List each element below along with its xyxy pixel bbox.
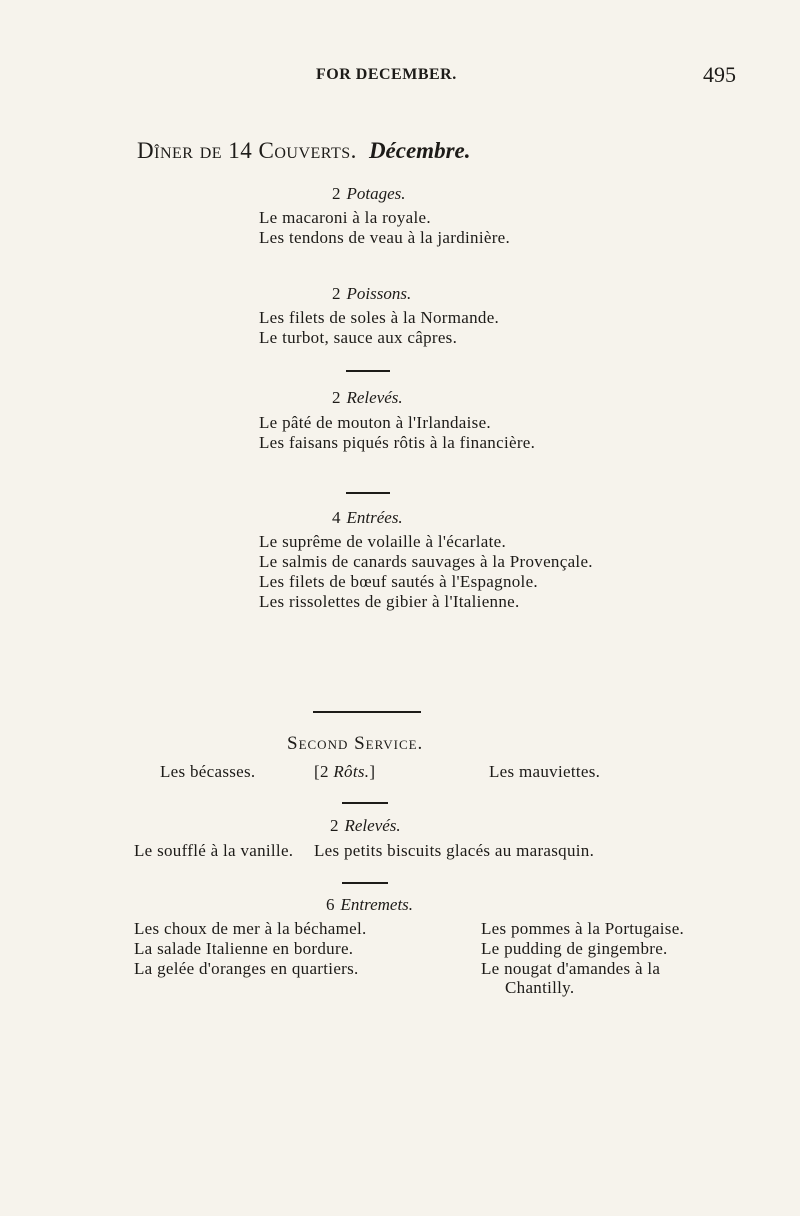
entremets-count: 6 <box>326 895 335 914</box>
poisson-item: Les filets de soles à la Normande. <box>259 308 500 327</box>
section-divider <box>346 492 390 494</box>
potage-item: Les tendons de veau à la jardinière. <box>259 228 511 247</box>
releves-count: 2 <box>332 388 341 407</box>
section-divider <box>346 370 390 372</box>
entrees-label: Entrées. <box>346 508 403 527</box>
rotis-close-bracket: ] <box>369 762 376 781</box>
rotis-heading <box>314 762 375 782</box>
second-releves-label: Relevés. <box>344 816 401 835</box>
section-divider <box>342 882 388 884</box>
entree-item: Le salmis de canards sauvages à la Provençale. <box>259 552 593 571</box>
releve-item: Le pâté de mouton à l'Irlandaise. <box>259 413 491 432</box>
rotis-open-bracket: [ <box>314 762 320 781</box>
entremet-right-item: Le pudding de gingembre. <box>481 939 668 958</box>
potages-count: 2 <box>332 184 341 203</box>
entremet-left-item: La salade Italienne en bordure. <box>134 939 354 958</box>
service-divider <box>313 711 421 713</box>
page-number: 495 <box>703 62 736 87</box>
entremet-left-item: Les choux de mer à la béchamel. <box>134 919 367 938</box>
potages-label: Potages. <box>346 184 406 203</box>
entremet-left-item: La gelée d'oranges en quartiers. <box>134 959 359 978</box>
poissons-heading <box>332 284 411 304</box>
entremets-heading <box>326 895 413 915</box>
roti-left: Les bécasses. <box>160 762 256 781</box>
running-head: FOR DECEMBER. <box>316 66 457 83</box>
second-releve-left: Le soufflé à la vanille. <box>134 841 294 860</box>
entrees-heading <box>332 508 403 528</box>
poissons-label: Poissons. <box>346 284 412 303</box>
poissons-count: 2 <box>332 284 341 303</box>
entree-item: Les filets de bœuf sautés à l'Espagnole. <box>259 572 538 591</box>
rotis-count: 2 <box>319 762 329 781</box>
poisson-item: Le turbot, sauce aux câpres. <box>259 328 458 347</box>
second-releves-heading <box>330 816 401 836</box>
releves-label: Relevés. <box>346 388 403 407</box>
releve-item: Les faisans piqués rôtis à la financière. <box>259 433 536 452</box>
menu-title-month: Décembre. <box>368 138 471 163</box>
menu-title <box>137 138 470 164</box>
entree-item: Le suprême de volaille à l'écarlate. <box>259 532 507 551</box>
menu-title-main: Dîner de 14 Couverts. <box>137 138 357 163</box>
entremet-right-item: Les pommes à la Portugaise. <box>481 919 685 938</box>
second-releves-count: 2 <box>330 816 339 835</box>
roti-right: Les mauviettes. <box>489 762 601 781</box>
rotis-label: Rôts. <box>333 762 370 781</box>
entremet-right-item: Le nougat d'amandes à la <box>481 959 661 978</box>
second-releve-right: Les petits biscuits glacés au marasquin. <box>314 841 595 860</box>
second-service-heading: Second Service. <box>287 733 424 754</box>
section-divider <box>342 802 388 804</box>
releves-heading <box>332 388 403 408</box>
potages-heading <box>332 184 406 204</box>
entrees-count: 4 <box>332 508 341 527</box>
entremet-right-item: Chantilly. <box>505 978 575 997</box>
potage-item: Le macaroni à la royale. <box>259 208 431 227</box>
entremets-label: Entremets. <box>340 895 414 914</box>
entree-item: Les rissolettes de gibier à l'Italienne. <box>259 592 520 611</box>
